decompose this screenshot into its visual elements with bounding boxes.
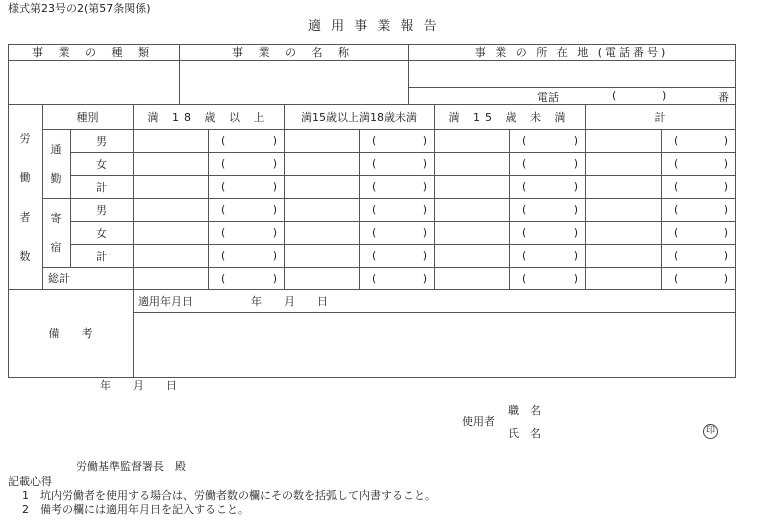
col-header-under-15: 満 15 歳 未 満 (448, 110, 571, 124)
col-header-total: 計 (654, 110, 666, 124)
underground-count-field[interactable]: ( ) (674, 134, 728, 147)
underground-count-field[interactable]: ( ) (522, 249, 578, 262)
count-field[interactable] (285, 153, 358, 174)
count-field[interactable] (285, 245, 358, 266)
count-field[interactable] (134, 176, 207, 197)
business-location-header: 事 業 の 所 在 地 (電話番号) (474, 46, 669, 59)
addressee: 労働基準監督署長 殿 (76, 460, 186, 473)
row-label-dorm-subtotal: 計 (96, 249, 107, 263)
count-field[interactable] (586, 222, 660, 243)
underground-count-field[interactable]: ( ) (522, 272, 578, 285)
count-field[interactable] (285, 130, 358, 151)
count-field[interactable] (435, 176, 508, 197)
business-name-field[interactable] (180, 61, 407, 103)
col-header-18-over: 満 18 歳 以 上 (147, 110, 270, 124)
note-1: 1 坑内労働者を使用する場合は、労働者数の欄にその数を括弧して内書すること。 (22, 489, 436, 502)
count-field[interactable] (586, 245, 660, 266)
count-field[interactable] (586, 268, 660, 289)
count-field[interactable] (586, 153, 660, 174)
underground-count-field[interactable]: ( ) (221, 134, 277, 147)
count-field[interactable] (134, 199, 207, 220)
count-field[interactable] (134, 153, 207, 174)
count-field[interactable] (435, 268, 508, 289)
underground-count-field[interactable]: ( ) (221, 249, 277, 262)
count-field[interactable] (586, 176, 660, 197)
row-label-grand-total: 総計 (48, 272, 70, 285)
dormitory-label: 寄 宿 (50, 211, 62, 254)
underground-count-field[interactable]: ( ) (221, 157, 277, 170)
business-phone-field[interactable]: 電話 ( ) 番 (537, 89, 729, 104)
workers-count-label: 労 働 者 数 (19, 131, 31, 264)
business-name-header: 事 業 の 名 称 (232, 46, 355, 59)
row-label-commute-female: 女 (96, 157, 107, 171)
employer-label: 使用者 (462, 415, 495, 428)
remarks-label: 備 考 (48, 327, 93, 340)
underground-count-field[interactable]: ( ) (674, 180, 728, 193)
count-field[interactable] (435, 199, 508, 220)
note-2: 2 備考の欄には適用年月日を記入すること。 (22, 503, 249, 516)
row-label-dorm-male: 男 (96, 203, 107, 217)
underground-count-field[interactable]: ( ) (372, 180, 427, 193)
phone-suffix: 番 (718, 91, 729, 104)
count-field[interactable] (435, 153, 508, 174)
phone-label: 電話 (537, 91, 559, 104)
underground-count-field[interactable]: ( ) (372, 249, 427, 262)
underground-count-field[interactable]: ( ) (674, 272, 728, 285)
row-label-dorm-female: 女 (96, 226, 107, 240)
count-field[interactable] (134, 130, 207, 151)
underground-count-field[interactable]: ( ) (522, 226, 578, 239)
row-label-commute-subtotal: 計 (96, 180, 107, 194)
underground-count-field[interactable]: ( ) (221, 272, 277, 285)
count-field[interactable] (134, 222, 207, 243)
underground-count-field[interactable]: ( ) (372, 226, 427, 239)
category-header: 種別 (76, 110, 99, 124)
underground-count-field[interactable]: ( ) (221, 203, 277, 216)
underground-count-field[interactable]: ( ) (372, 272, 427, 285)
count-field[interactable] (285, 222, 358, 243)
underground-count-field[interactable]: ( ) (372, 203, 427, 216)
underground-count-field[interactable]: ( ) (522, 180, 578, 193)
name-label: 氏 名 (508, 427, 541, 440)
form-number: 様式第23号の2(第57条関係) (8, 2, 151, 15)
count-field[interactable] (134, 245, 207, 266)
count-field[interactable] (435, 130, 508, 151)
applied-date-field[interactable]: 適用年月日 年 月 日 (138, 294, 328, 308)
count-field[interactable] (435, 245, 508, 266)
report-date: 年 月 日 (100, 379, 177, 392)
underground-count-field[interactable]: ( ) (372, 157, 427, 170)
underground-count-field[interactable]: ( ) (372, 134, 427, 147)
business-address-field[interactable] (409, 61, 734, 86)
commuting-label: 通 勤 (50, 142, 62, 185)
underground-count-field[interactable]: ( ) (674, 157, 728, 170)
underground-count-field[interactable]: ( ) (522, 157, 578, 170)
count-field[interactable] (285, 268, 358, 289)
col-header-15-18: 満15歳以上満18歳未満 (301, 110, 417, 124)
page-title: 適 用 事 業 報 告 (308, 19, 440, 34)
underground-count-field[interactable]: ( ) (522, 134, 578, 147)
underground-count-field[interactable]: ( ) (221, 226, 277, 239)
count-field[interactable] (285, 199, 358, 220)
underground-count-field[interactable]: ( ) (674, 226, 728, 239)
count-field[interactable] (134, 268, 207, 289)
notes-title: 記載心得 (8, 475, 52, 488)
seal-icon: 印 (703, 424, 718, 439)
position-label: 職 名 (508, 404, 541, 417)
business-type-field[interactable] (9, 61, 178, 103)
remarks-field[interactable] (134, 313, 734, 376)
row-label-commute-male: 男 (96, 134, 107, 148)
count-field[interactable] (586, 130, 660, 151)
count-field[interactable] (285, 176, 358, 197)
count-field[interactable] (435, 222, 508, 243)
underground-count-field[interactable]: ( ) (522, 203, 578, 216)
underground-count-field[interactable]: ( ) (674, 203, 728, 216)
underground-count-field[interactable]: ( ) (221, 180, 277, 193)
underground-count-field[interactable]: ( ) (674, 249, 728, 262)
count-field[interactable] (586, 199, 660, 220)
business-type-header: 事 業 の 種 類 (32, 46, 155, 59)
